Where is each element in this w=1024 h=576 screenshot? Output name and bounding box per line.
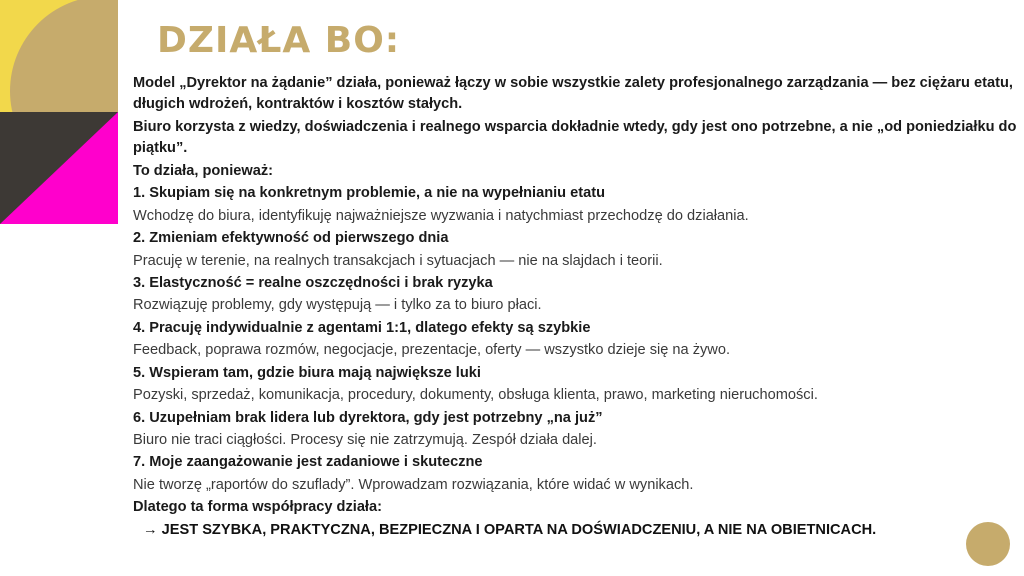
point-detail: Wchodzę do biura, identyfikuję najważniejsze wyzwania i natychmiast przechodzę do działania. (133, 207, 749, 224)
closing-line: → JEST SZYBKA, PRAKTYCZNA, BEZPIECZNA I OPARTA NA DOŚWIADCZENIU, A NIE NA OBIETNICACH. (143, 521, 877, 538)
slide-content (133, 12, 1017, 556)
point-heading: 3. Elastyczność = realne oszczędności i brak ryzyka (133, 274, 493, 291)
intro-paragraph-3: To działa, ponieważ: (133, 162, 274, 179)
slide-body (133, 73, 1017, 541)
point-heading: 5. Wspieram tam, gdzie biura mają największe luki (133, 364, 481, 381)
intro-paragraph-1: Model „Dyrektor na żądanie” działa, ponieważ łączy w sobie wszystkie zalety profesjonalnego zarządzania — bez ciężaru etatu, długich wdrożeń, kontraktów i kosztów stałych. (133, 75, 1013, 113)
point-heading: 4. Pracuję indywidualnie z agentami 1:1, dlatego efekty są szybkie (133, 319, 591, 336)
point-detail: Pozyski, sprzedaż, komunikacja, procedury, dokumenty, obsługa klienta, prawo, marketing nieruchomości. (133, 387, 818, 404)
point-detail: Biuro nie traci ciągłości. Procesy się nie zatrzymują. Zespół działa dalej. (133, 432, 597, 448)
point-heading: 6. Uzupełniam brak lidera lub dyrektora, gdy jest potrzebny „na już” (133, 409, 603, 426)
dark-triangle (0, 112, 118, 224)
intro-paragraph-2: Biuro korzysta z wiedzy, doświadczenia i realnego wsparcia dokładnie wtedy, gdy jest ono potrzebne, a nie „od poniedziałku do piątku”. (133, 118, 1017, 157)
point-detail: Feedback, poprawa rozmów, negocjacje, prezentacje, oferty — wszystko dzieje się na żywo. (133, 342, 731, 359)
decorative-corner-graphic (0, 0, 118, 224)
point-heading: 7. Moje zaangażowanie jest zadaniowe i skuteczne (133, 454, 483, 471)
point-detail: Nie tworzę „raportów do szuflady”. Wprowadzam rozwiązania, które widać w wynikach. (133, 476, 694, 493)
closing-heading: Dlatego ta forma współpracy działa: (133, 499, 382, 516)
point-detail: Rozwiązuję problemy, gdy występują — i tylko za to biuro płaci. (133, 297, 542, 314)
point-detail: Pracuję w terenie, na realnych transakcjach i sytuacjach — nie na slajdach i teorii. (133, 252, 663, 269)
page-title: DZIAŁA BO: (157, 20, 401, 61)
point-heading: 1. Skupiam się na konkretnym problemie, a nie na wypełnianiu etatu (133, 185, 606, 202)
point-heading: 2. Zmieniam efektywność od pierwszego dnia (133, 230, 449, 247)
